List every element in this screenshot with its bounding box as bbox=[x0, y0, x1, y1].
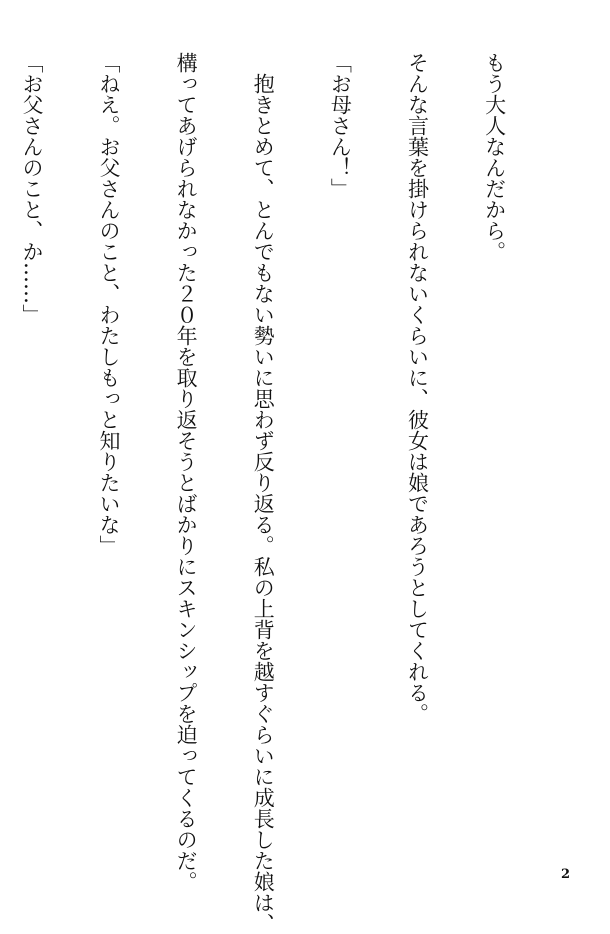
text-line: 「お父さんのこと、か……」 bbox=[19, 52, 44, 325]
vertical-text-body bbox=[0, 52, 558, 934]
text-line: 「お母さん！」 bbox=[328, 52, 353, 199]
text-line: 抱きとめて、とんでもない勢いに思わず反り返る。私の上背を越すぐらいに成長した娘は、 bbox=[251, 52, 276, 934]
text-line: 「ねえ。お父さんのこと、わたしもっと知りたいな」 bbox=[97, 52, 122, 556]
page-number: 2 bbox=[560, 867, 570, 882]
text-line: 構ってあげられなかった２０年を取り返そうとばかりにスキンシップを迫ってくるのだ。 bbox=[174, 52, 199, 892]
text-line: もう大人なんだから。 bbox=[482, 52, 507, 262]
text-line: そんな言葉を掛けられないくらいに、彼女は娘であろうとしてくれる。 bbox=[405, 52, 430, 724]
